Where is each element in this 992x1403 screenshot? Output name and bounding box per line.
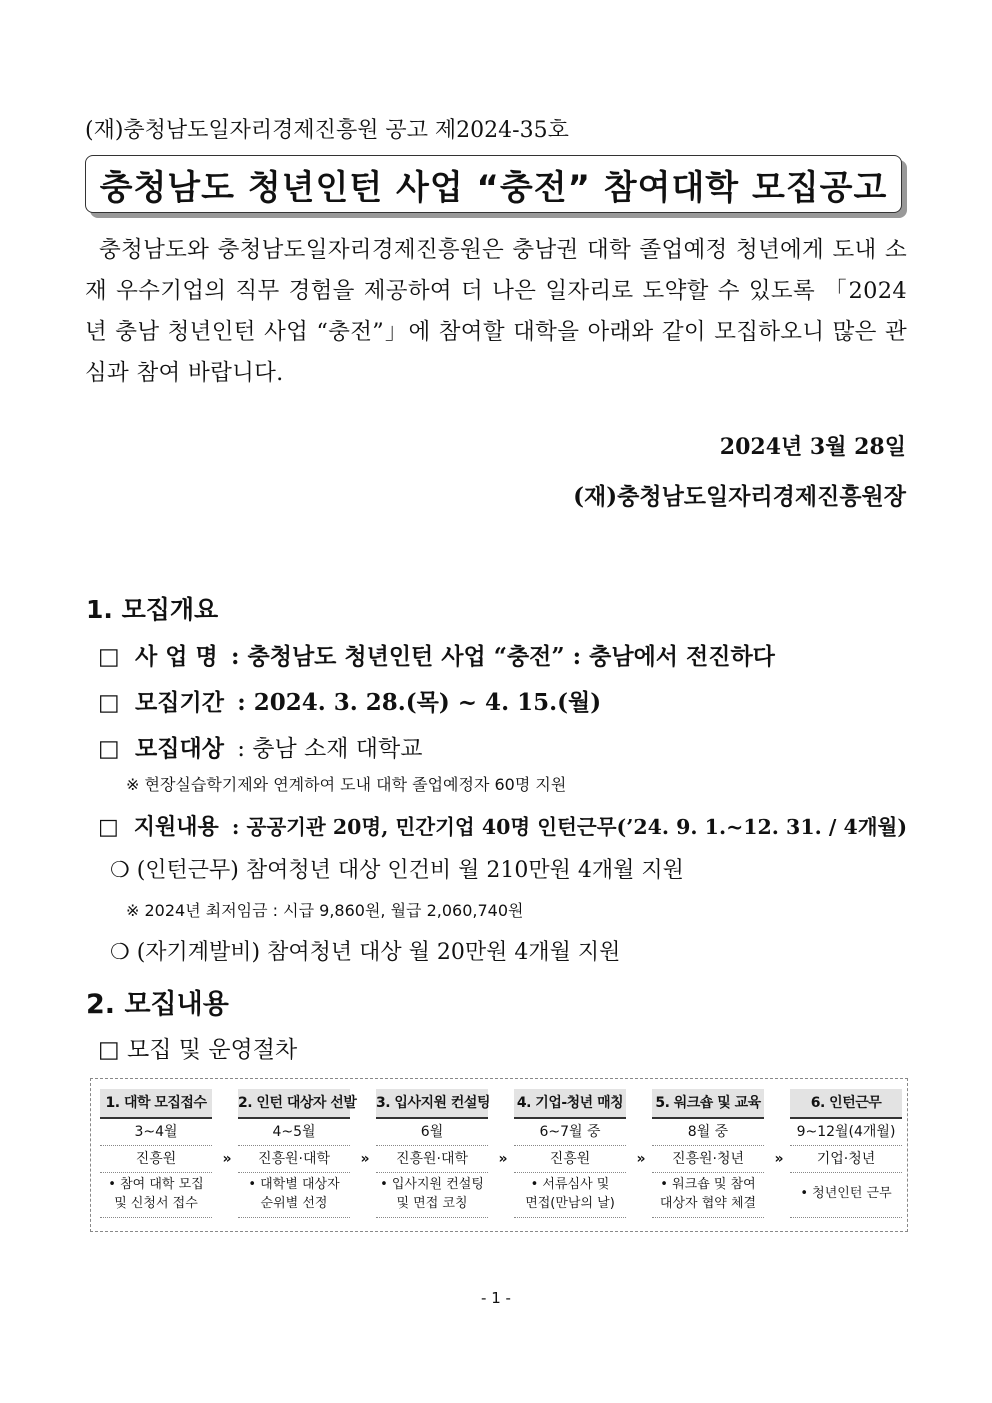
step-period: 9~12월(4개월) <box>790 1119 902 1146</box>
step-period: 8월 중 <box>652 1119 764 1146</box>
intern-support-item: ❍ (인턴근무) 참여청년 대상 인건비 월 210만원 4개월 지원 <box>110 858 684 883</box>
step-period: 4~5월 <box>238 1119 350 1146</box>
item-period <box>98 684 601 717</box>
item-support <box>98 810 907 841</box>
self-dev-support-item: ❍ (자기계발비) 참여청년 대상 월 20만원 4개월 지원 <box>110 940 621 965</box>
step-desc-line: • 서류심사 및 <box>530 1177 610 1192</box>
step-actor: 기업·청년 <box>790 1146 902 1173</box>
item-label: 모집대상 <box>135 735 224 762</box>
step-desc <box>100 1173 212 1218</box>
step-desc-line: • 참여 대학 모집 <box>108 1177 204 1192</box>
item-value: : 충남 소재 대학교 <box>237 736 423 762</box>
step-desc <box>790 1173 902 1218</box>
checkbox-bullet: □ <box>98 644 120 670</box>
step-desc <box>652 1173 764 1218</box>
step-title: 3. 입사지원 컨설팅 <box>376 1089 488 1119</box>
step-period: 6월 <box>376 1119 488 1146</box>
step-desc-line: 대상자 협약 체결 <box>659 1196 757 1211</box>
step-desc-line: 면접(만남의 날) <box>525 1196 615 1211</box>
arrow-icon: » <box>222 1151 232 1167</box>
title-box <box>85 155 902 213</box>
step-2 <box>238 1089 357 1218</box>
item-label: 모집기간 <box>135 689 224 716</box>
step-desc-line: 및 면접 코칭 <box>396 1196 468 1211</box>
step-desc <box>514 1173 626 1218</box>
step-1 <box>100 1089 212 1218</box>
step-title: 2. 인턴 대상자 선발 <box>238 1089 350 1119</box>
step-desc-line: 및 신청서 접수 <box>114 1196 198 1211</box>
step-actor: 진흥원 <box>100 1146 212 1173</box>
step-5 <box>652 1089 764 1218</box>
step-title: 5. 워크숍 및 교육 <box>652 1089 764 1119</box>
step-6 <box>790 1089 902 1218</box>
step-desc-line: • 대학별 대상자 <box>248 1177 340 1192</box>
step-title: 6. 인턴근무 <box>790 1089 902 1119</box>
item-value: : 충청남도 청년인턴 사업 “충전” : 충남에서 전진하다 <box>231 643 775 670</box>
arrow-icon: » <box>636 1151 646 1167</box>
target-note: ※ 현장실습학기제와 연계하여 도내 대학 졸업예정자 60명 지원 <box>126 775 567 794</box>
item-label: 사 업 명 <box>135 643 218 670</box>
checkbox-bullet: □ <box>98 815 119 840</box>
step-title: 4. 기업-청년 매칭 <box>514 1089 626 1119</box>
step-4 <box>514 1089 626 1218</box>
step-desc-line: • 워크숍 및 참여 <box>660 1177 756 1192</box>
arrow-icon: » <box>360 1151 370 1167</box>
item-value: : 공공기관 20명, 민간기업 40명 인턴근무(’24. 9. 1.~12. 31. / 4개월) <box>231 815 908 839</box>
step-actor: 진흥원·대학 <box>238 1146 350 1173</box>
minimum-wage-note: ※ 2024년 최저임금 : 시급 9,860원, 월급 2,060,740원 <box>126 901 524 920</box>
arrow-icon: » <box>774 1151 784 1167</box>
step-desc-line: 순위별 선정 <box>260 1196 328 1211</box>
intro-paragraph: 충청남도와 충청남도일자리경제진흥원은 충남권 대학 졸업예정 청년에게 도내 소재 우수기업의 직무 경험을 제공하여 더 나은 일자리로 도약할 수 있도록 「2024년 충남 청년인턴 사업 “충전”」에 참여할 대학을 아래와 같이 모집하오니 많은 관심과 참여 바랍니다. <box>85 237 907 386</box>
step-period: 3~4월 <box>100 1119 212 1146</box>
step-desc <box>238 1173 350 1218</box>
step-actor: 진흥원·대학 <box>376 1146 488 1173</box>
issuer-org: (재)충청남도일자리경제진흥원장 <box>573 483 906 510</box>
notice-number: (재)충청남도일자리경제진흥원 공고 제2024-35호 <box>85 118 569 143</box>
item-target <box>98 730 422 763</box>
checkbox-bullet: □ <box>98 736 120 762</box>
step-desc-line: • 청년인턴 근무 <box>800 1186 892 1201</box>
checkbox-bullet: □ <box>98 690 120 716</box>
step-title: 1. 대학 모집접수 <box>100 1089 212 1119</box>
item-value: : 2024. 3. 28.(목) ~ 4. 15.(월) <box>237 689 602 716</box>
step-actor: 진흥원 <box>514 1146 626 1173</box>
procedure-table <box>90 1078 908 1232</box>
section1-heading: 1. 모집개요 <box>86 595 219 624</box>
section2-heading: 2. 모집내용 <box>86 989 229 1020</box>
item-project-name <box>98 638 775 671</box>
step-3 <box>376 1089 488 1218</box>
page-number: - 1 - <box>481 1289 511 1307</box>
step-desc-line: • 입사지원 컨설팅 <box>380 1177 484 1192</box>
step-period: 6~7월 중 <box>514 1119 626 1146</box>
item-label: 지원내용 <box>133 814 219 840</box>
page-title: 충청남도 청년인턴 사업 “충전” 참여대학 모집공고 <box>99 167 888 208</box>
step-desc <box>376 1173 488 1218</box>
arrow-icon: » <box>498 1151 508 1167</box>
step-actor: 진흥원·청년 <box>652 1146 764 1173</box>
notice-date: 2024년 3월 28일 <box>719 434 906 460</box>
procedure-heading: □ 모집 및 운영절차 <box>98 1037 298 1063</box>
